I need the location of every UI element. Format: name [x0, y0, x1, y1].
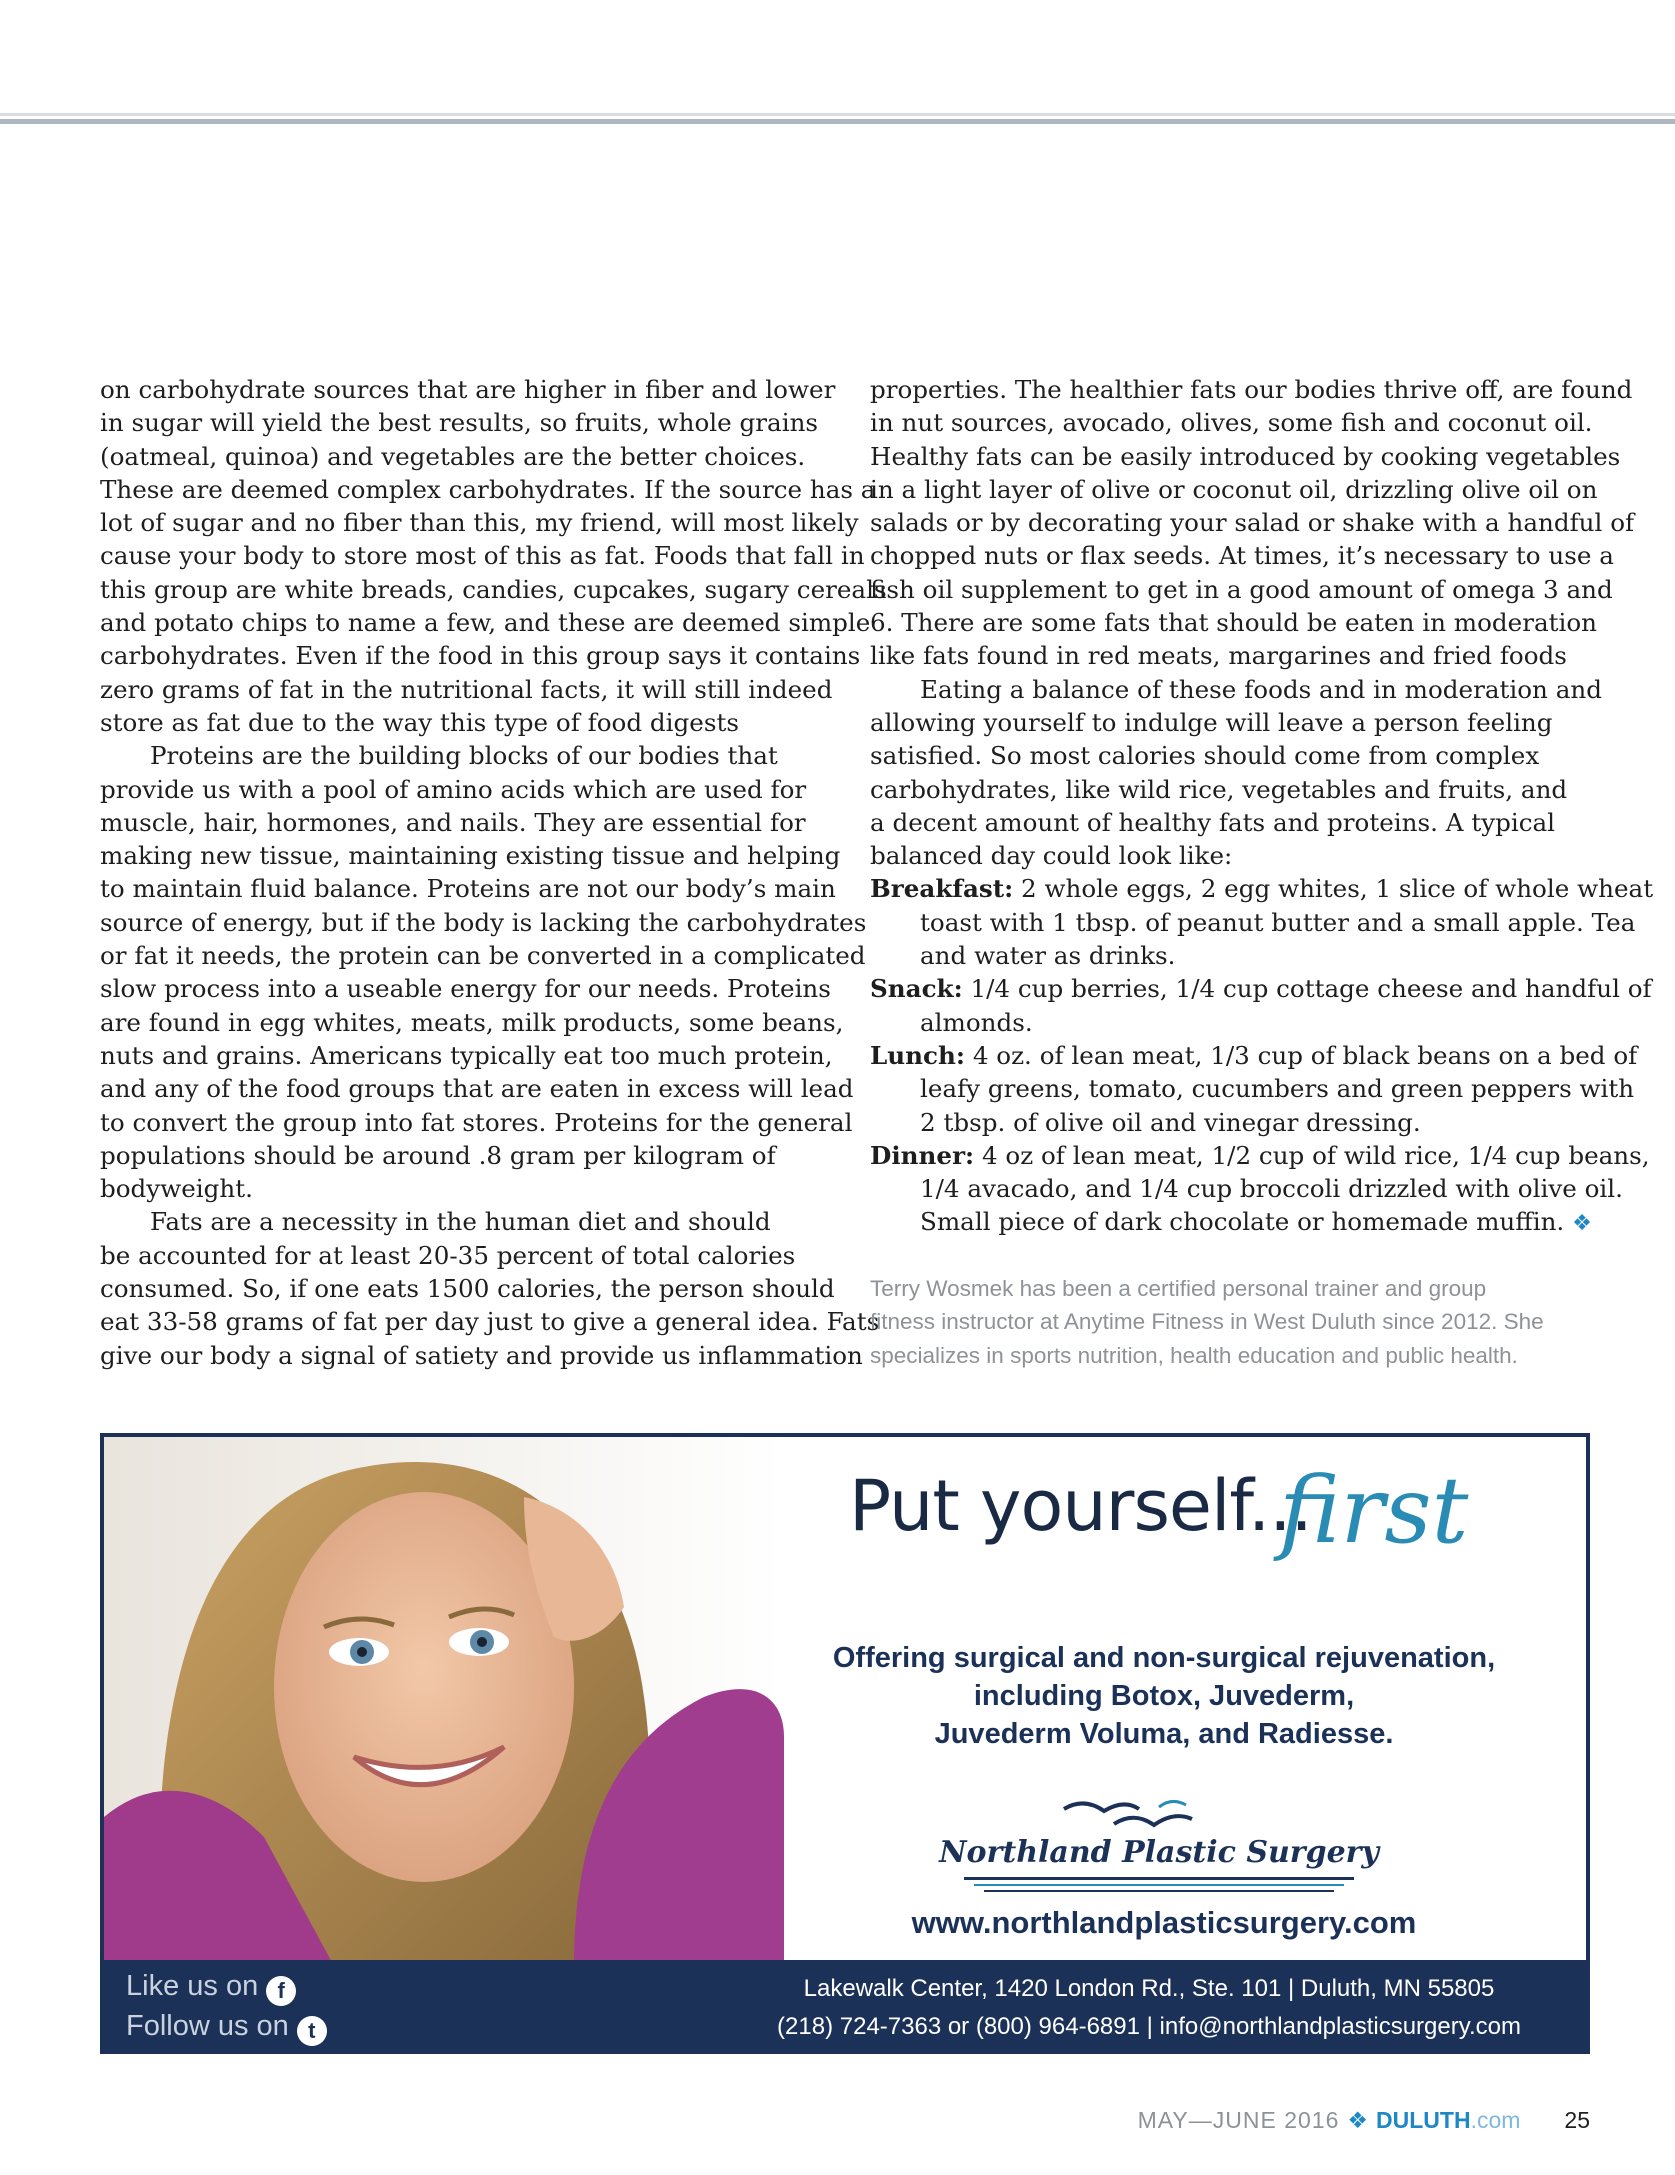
text-line: properties. The healthier fats our bodies thrive off, are found	[870, 375, 1633, 404]
text-line: 1/4 avacado, and 1/4 cup broccoli drizzled with olive oil.	[920, 1174, 1623, 1204]
contact-line: (218) 724-7363 or (800) 964-6891 | info@northlandplasticsurgery.com	[777, 2013, 1521, 2040]
issue-date: MAY—JUNE 2016	[1137, 2107, 1340, 2133]
social-text: Follow us on	[126, 2010, 289, 2042]
top-rule-accent	[0, 119, 1675, 124]
end-mark-icon: ❖	[1572, 1211, 1592, 1237]
text-line: are found in egg whites, meats, milk products, some beans,	[100, 1007, 844, 1037]
article-paragraph	[100, 1205, 880, 1371]
text-line: chopped nuts or flax seeds. At times, it’s necessary to use a	[870, 541, 1614, 571]
diamond-icon: ❖	[1347, 2107, 1369, 2133]
ad-headline-script: first	[1279, 1457, 1469, 1564]
text-line: carbohydrates, like wild rice, vegetables and fruits, and	[870, 774, 1568, 804]
meal-entry	[870, 1039, 1638, 1139]
text-line: balanced day could look like:	[870, 841, 1233, 871]
page-number: 25	[1564, 2107, 1590, 2133]
ad-offer-text	[764, 1639, 1564, 1753]
social-link[interactable]	[126, 2006, 327, 2046]
text-line: salads or by decorating your salad or shake with a handful of	[870, 508, 1635, 538]
text-line: satisfied. So most calories should come from complex	[870, 741, 1540, 771]
contact-line: Lakewalk Center, 1420 London Rd., Ste. 101 | Duluth, MN 55805	[803, 1975, 1495, 2002]
text-line: Small piece of dark chocolate or homemade muffin.	[920, 1207, 1565, 1237]
offer-line: Offering surgical and non-surgical rejuvenation,	[832, 1642, 1496, 1674]
text-line: and potato chips to name a few, and these are deemed simple	[100, 608, 871, 638]
bio-line: specializes in sports nutrition, health education and public health.	[870, 1342, 1518, 1368]
text-line: 4 oz. of lean meat, 1/3 cup of black beans on a bed of	[972, 1040, 1638, 1070]
meal-entry	[870, 972, 1652, 1039]
text-line: carbohydrates. Even if the food in this group says it contains	[100, 641, 861, 671]
meal-entry	[870, 872, 1654, 972]
article-paragraph	[870, 373, 1635, 673]
text-line: making new tissue, maintaining existing tissue and helping	[100, 841, 841, 871]
company-logo	[914, 1789, 1404, 1899]
company-name: Northland Plastic Surgery	[939, 1835, 1379, 1870]
text-line: to convert the group into fat stores. Proteins for the general	[100, 1107, 853, 1137]
magazine-brand[interactable]	[1376, 2107, 1520, 2133]
social-link[interactable]	[126, 1966, 327, 2006]
text-line: and any of the food groups that are eaten in excess will lead	[100, 1074, 854, 1104]
text-line: These are deemed complex carbohydrates. If the source has a	[100, 474, 876, 504]
text-line: muscle, hair, hormones, and nails. They are essential for	[100, 807, 806, 837]
text-line: (oatmeal, quinoa) and vegetables are the better choices.	[100, 441, 806, 471]
smiling-woman-photo	[104, 1437, 784, 1966]
text-line: eat 33-58 grams of fat per day just to give a general idea. Fats	[100, 1307, 880, 1337]
text-line: nuts and grains. Americans typically eat too much protein,	[100, 1040, 833, 1070]
text-line: be accounted for at least 20-35 percent of total calories	[100, 1240, 796, 1270]
social-links	[126, 1966, 327, 2046]
top-rule	[0, 113, 1675, 116]
text-line: zero grams of fat in the nutritional facts, it will still indeed	[100, 674, 833, 704]
text-line: toast with 1 tbsp. of peanut butter and a small apple. Tea	[920, 907, 1636, 937]
text-line: allowing yourself to indulge will leave a person feeling	[870, 707, 1553, 737]
meal-entry	[870, 1139, 1650, 1241]
text-line: Fats are a necessity in the human diet and should	[150, 1207, 771, 1237]
text-line: almonds.	[920, 1007, 1033, 1037]
article-right-column	[870, 373, 1654, 1241]
meal-label: Breakfast:	[870, 874, 1014, 904]
article-left-column	[100, 373, 887, 1372]
social-text: Like us on	[126, 1970, 259, 2002]
ad-contact-bar	[104, 1960, 1586, 2050]
text-line: lot of sugar and no fiber than this, my friend, will most likely	[100, 508, 859, 538]
page-footer	[1138, 2107, 1590, 2134]
text-line: and water as drinks.	[920, 941, 1176, 971]
text-line: 4 oz of lean meat, 1/2 cup of wild rice, 1/4 cup beans,	[981, 1140, 1650, 1170]
text-line: in a light layer of olive or coconut oil, drizzling olive oil on	[870, 474, 1598, 504]
text-line: Proteins are the building blocks of our bodies that	[150, 741, 778, 771]
twitter-icon: t	[297, 2016, 327, 2046]
text-line: on carbohydrate sources that are higher in fiber and lower	[100, 375, 836, 404]
bio-line: fitness instructor at Anytime Fitness in West Duluth since 2012. She	[870, 1309, 1544, 1335]
ad-headline: Put yourself...	[849, 1465, 1312, 1547]
text-line: like fats found in red meats, margarines and fried foods	[870, 641, 1567, 671]
meal-label: Snack:	[870, 974, 963, 1004]
text-line: to maintain fluid balance. Proteins are not our body’s main	[100, 874, 836, 904]
text-line: slow process into a useable energy for our needs. Proteins	[100, 974, 831, 1004]
article-paragraph	[100, 373, 887, 739]
text-line: Healthy fats can be easily introduced by cooking vegetables	[870, 441, 1621, 471]
text-line: Eating a balance of these foods and in moderation and	[920, 674, 1602, 704]
text-line: a decent amount of healthy fats and proteins. A typical	[870, 807, 1556, 837]
text-line: source of energy, but if the body is lacking the carbohydrates	[100, 907, 867, 937]
offer-line: including Botox, Juvederm,	[973, 1680, 1355, 1712]
text-line: fish oil supplement to get in a good amount of omega 3 and	[870, 574, 1613, 604]
text-line: cause your body to store most of this as fat. Foods that fall in	[100, 541, 865, 571]
offer-line: Juvederm Voluma, and Radiesse.	[934, 1718, 1394, 1750]
meal-label: Dinner:	[870, 1140, 975, 1170]
text-line: give our body a signal of satiety and provide us inflammation	[100, 1340, 863, 1370]
text-line: 1/4 cup berries, 1/4 cup cottage cheese and handful of	[970, 974, 1652, 1004]
text-line: in sugar will yield the best results, so fruits, whole grains	[100, 408, 819, 438]
text-line: in nut sources, avocado, olives, some fish and coconut oil.	[870, 408, 1593, 438]
bio-line: Terry Wosmek has been a certified personal trainer and group	[870, 1276, 1487, 1301]
text-line: 2 tbsp. of olive oil and vinegar dressing.	[920, 1107, 1421, 1137]
text-line: leafy greens, tomato, cucumbers and green peppers with	[920, 1074, 1635, 1104]
text-line: consumed. So, if one eats 1500 calories, the person should	[100, 1274, 835, 1304]
text-line: populations should be around .8 gram per kilogram of	[100, 1140, 776, 1170]
text-line: store as fat due to the way this type of food digests	[100, 707, 739, 737]
article-paragraph	[870, 673, 1602, 873]
ad-contact-info	[724, 1970, 1574, 2046]
brand-suffix: .com	[1470, 2107, 1521, 2133]
text-line: 6. There are some fats that should be eaten in moderation	[870, 608, 1598, 638]
text-line: 2 whole eggs, 2 egg whites, 1 slice of whole wheat	[1021, 874, 1654, 904]
text-line: bodyweight.	[100, 1174, 253, 1204]
text-line: this group are white breads, candies, cupcakes, sugary cereals	[100, 574, 887, 604]
ad-website-link[interactable]: www.northlandplasticsurgery.com	[911, 1905, 1417, 1940]
advertisement[interactable]	[100, 1433, 1590, 2054]
text-line: provide us with a pool of amino acids which are used for	[100, 774, 807, 804]
author-bio	[870, 1272, 1590, 1372]
facebook-icon: f	[266, 1976, 296, 2006]
meal-label: Lunch:	[870, 1040, 965, 1070]
brand-name: DULUTH	[1376, 2107, 1471, 2133]
article-paragraph	[100, 739, 867, 1205]
text-line: or fat it needs, the protein can be converted in a complicated	[100, 941, 866, 971]
